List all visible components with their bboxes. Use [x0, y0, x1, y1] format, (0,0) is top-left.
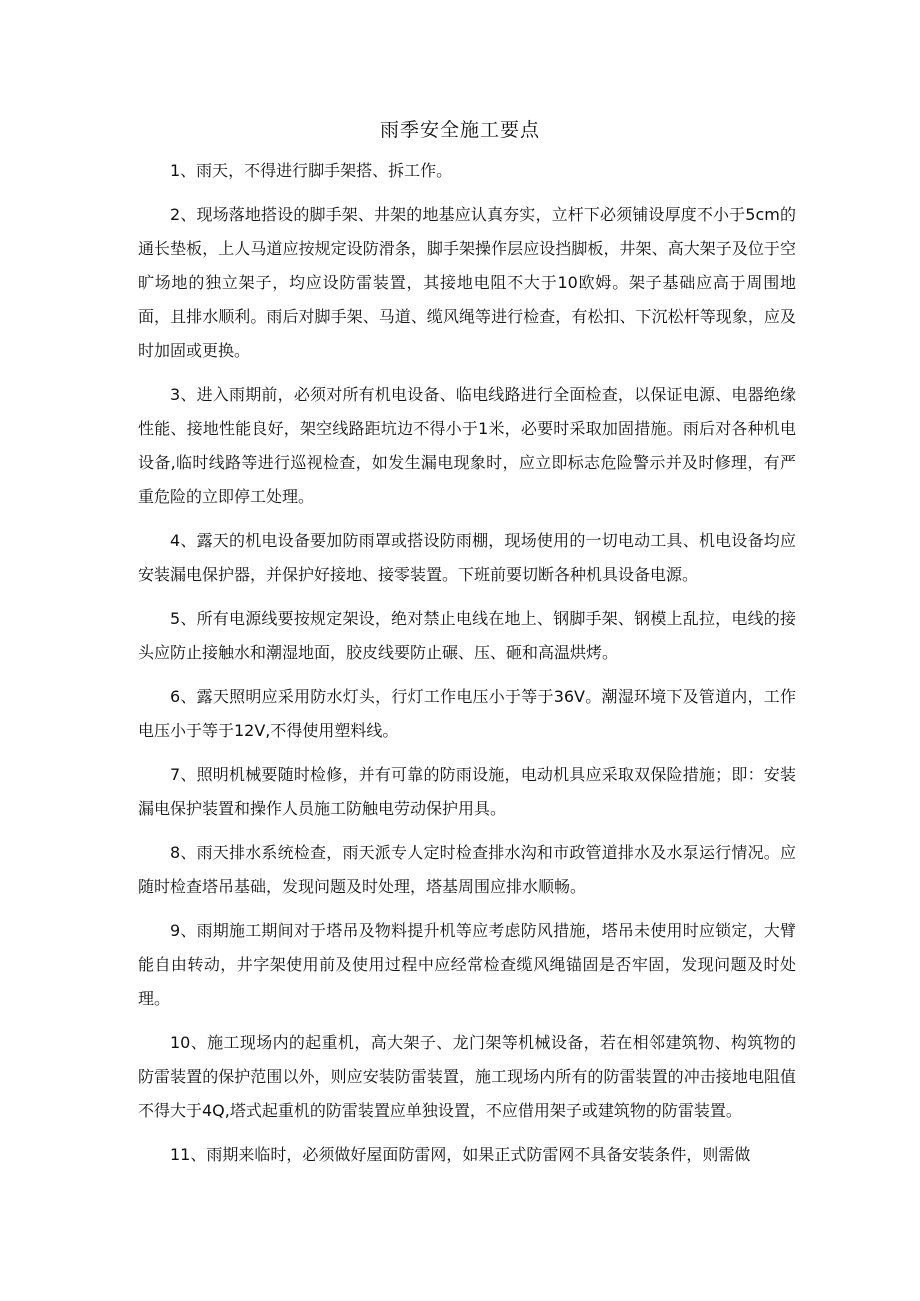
paragraph-2: 2、现场落地搭设的脚手架、井架的地基应认真夯实，立杆下必须铺设厚度不小于5cm的通长垫板，上人马道应按规定设防滑条，脚手架操作层应设挡脚板，井架、高大架子及位于空旷场地的独立架子，均应设防雷装置，其接地电阻不大于10欧姆。架子基础应高于周围地面，且排水顺利。雨后对脚手架、马道、缆风绳等进行检查，有松扣、下沉松杆等现象，应及时加固或更换。: [138, 205, 796, 360]
document-body: [138, 154, 796, 1182]
paragraph-6: 6、露天照明应采用防水灯头，行灯工作电压小于等于36V。潮湿环境下及管道内，工作电压小于等于12V,不得使用塑料线。: [138, 687, 796, 740]
paragraph-7: 7、照明机械要随时检修，并有可靠的防雨设施，电动机具应采取双保险措施；即：安装漏电保护装置和操作人员施工防触电劳动保护用具。: [138, 765, 796, 818]
paragraph-9: 9、雨期施工期间对于塔吊及物料提升机等应考虑防风措施，塔吊未使用时应锁定，大臂能自由转动，井字架使用前及使用过程中应经常检查缆风绳锚固是否牢固，发现问题及时处理。: [138, 921, 796, 1008]
paragraph-3: 3、进入雨期前，必须对所有机电设备、临电线路进行全面检查，以保证电源、电器绝缘性能、接地性能良好，架空线路距坑边不得小于1米，必要时采取加固措施。雨后对各种机电设备,临时线路等进行巡视检查，如发生漏电现象时，应立即标志危险警示并及时修理，有严重危险的立即停工处理。: [138, 385, 796, 506]
paragraph-11: 11、雨期来临时，必须做好屋面防雷网，如果正式防雷网不具备安装条件，则需做: [170, 1145, 751, 1164]
paragraph-10: 10、施工现场内的起重机，高大架子、龙门架等机械设备，若在相邻建筑物、构筑物的防雷装置的保护范围以外，则应安装防雷装置，施工现场内所有的防雷装置的冲击接地电阻值不得大于4Q,塔式起重机的防雷装置应单独设置，不应借用架子或建筑物的防雷装置。: [138, 1033, 796, 1120]
paragraph-4: 4、露天的机电设备要加防雨罩或搭设防雨棚，现场使用的一切电动工具、机电设备均应安装漏电保护器，并保护好接地、接零装置。下班前要切断各种机具设备电源。: [138, 531, 796, 584]
paragraph-5: 5、所有电源线要按规定架设，绝对禁止电线在地上、钢脚手架、钢模上乱拉，电线的接头应防止接触水和潮湿地面，胶皮线要防止碾、压、砸和高温烘烤。: [138, 609, 796, 662]
document-title: 雨季安全施工要点: [379, 119, 540, 141]
paragraph-1: 1、雨天，不得进行脚手架搭、拆工作。: [170, 161, 453, 180]
paragraph-8: 8、雨天排水系统检查，雨天派专人定时检查排水沟和市政管道排水及水泵运行情况。应随时检查塔吊基础，发现问题及时处理，塔基周围应排水顺畅。: [138, 843, 796, 896]
